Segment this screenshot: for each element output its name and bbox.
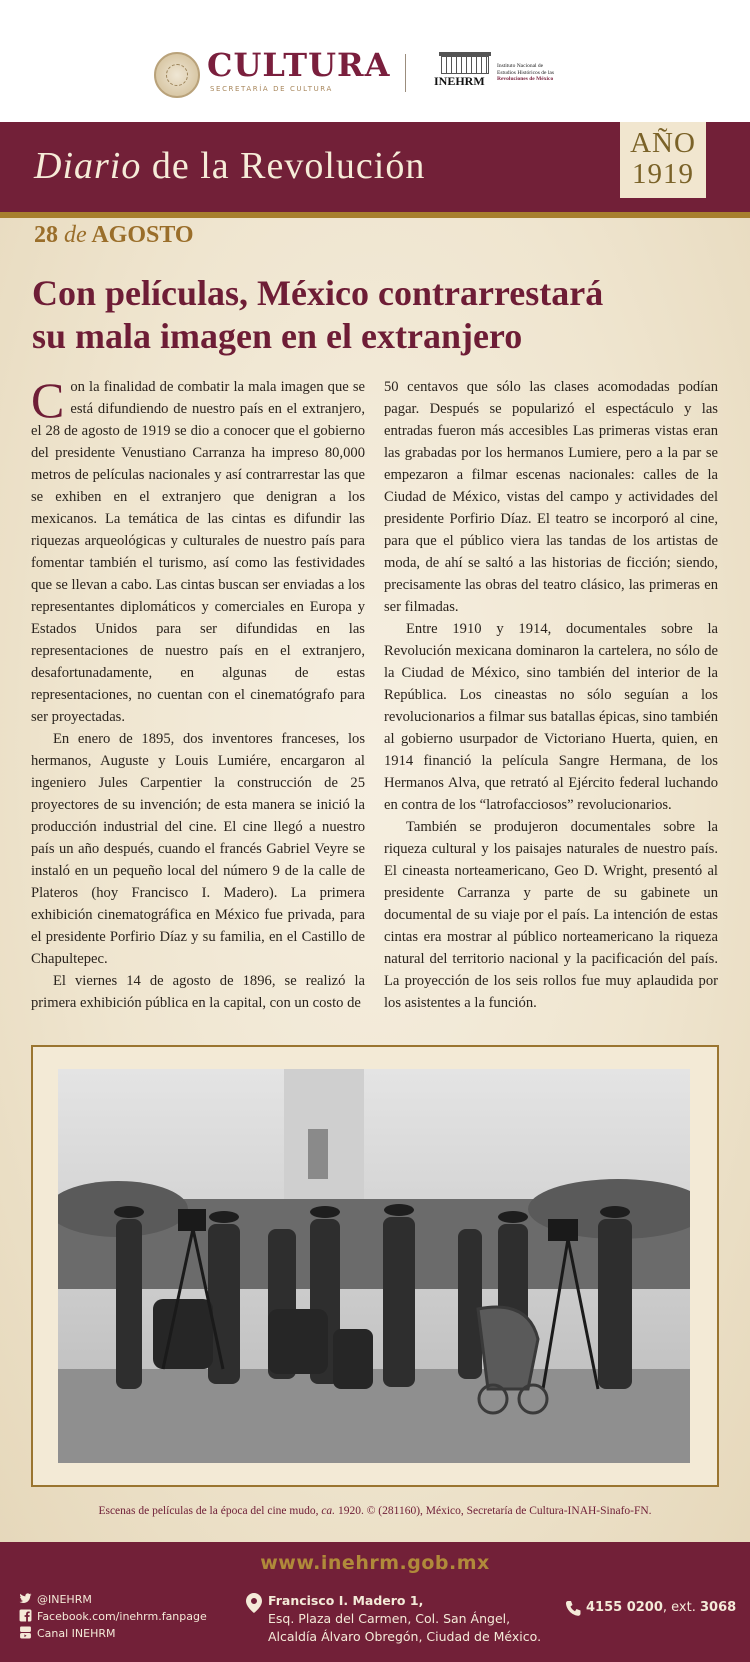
caption-text-after: 1920. © (281160), México, Secretaría de Cultura-INAH-Sinafo-FN. — [335, 1505, 652, 1517]
date-month: AGOSTO — [91, 222, 194, 248]
caption-circa: ca. — [321, 1505, 336, 1517]
publication-title-italic: Diario — [34, 145, 142, 187]
inehrm-line-2: Estudios Históricos de las — [497, 69, 554, 76]
paragraph-text: on la finalidad de combatir la mala imagen que se está difundiendo de nuestro país en el extranjero, el 28 de agosto de 1919 se dio a conocer que el gobierno del presidente Venustiano Carranza ha impreso 80,000 metros de películas nacionales y así contrarrestar las que se exhiben en el extranjero que denigran a los mexicanos. La temática de las cintas es difundir las riquezas arqueológicas y culturales de nuestro país para fomentar también el turismo, así como las festividades que se llevan a cabo. Las cintas buscan ser enviadas a los representantes diplomáticos y comerciales en Europa y Estados Unidos para ser difundidas en las representaciones de nuestro país en el extranjero, desafortunadamente, en algunas de estas representaciones, no cuentan con el cinematógrafo para ser proyectadas. — [31, 379, 365, 725]
youtube-link[interactable] — [19, 1626, 116, 1640]
inehrm-logo-fullname — [497, 63, 569, 83]
article-headline — [32, 272, 722, 358]
publication-title-rest: de la Revolución — [141, 145, 426, 187]
mexico-seal-icon — [154, 52, 200, 98]
address-street: Francisco I. Madero 1, — [268, 1593, 424, 1608]
twitter-link[interactable] — [19, 1592, 92, 1606]
article-date — [34, 222, 194, 249]
year-value: 1919 — [632, 158, 694, 190]
paragraph: 50 centavos que sólo las clases acomodadas podían pagar. Después se popularizó el espectáculo y las entradas fueron más accesibles Las primeras vistas eran las grabadas por los hermanos Lumiere, pero a la par se empezaron a filmar escenas nacionales: calles de la Ciudad de México, vistas del campo y actividades del presidente Porfirio Díaz. El teatro se incorporó al cine, para que el público viera las tandas de los artistas de moda, de ahí se saltó a las historias de ficción; siendo, precisamente las obras del teatro clásico, las primeras en ser filmadas. — [384, 379, 718, 615]
address-line-2: Esq. Plaza del Carmen, Col. San Ángel, — [268, 1611, 511, 1626]
inehrm-logo-acronym: INEHRM — [434, 74, 485, 88]
facebook-icon — [19, 1609, 32, 1622]
caption-text-before: Escenas de películas de la época del cine mudo, — [98, 1505, 322, 1517]
location-pin-icon — [246, 1593, 262, 1613]
twitter-icon — [19, 1592, 32, 1605]
twitter-handle: @INEHRM — [37, 1593, 92, 1606]
address-block — [268, 1592, 541, 1646]
facebook-url: Facebook.com/inehrm.fanpage — [37, 1610, 207, 1623]
address-line-3: Alcaldía Álvaro Obregón, Ciudad de México. — [268, 1629, 542, 1644]
phone-main: 4155 0200 — [586, 1600, 663, 1615]
year-box — [620, 122, 706, 198]
youtube-icon — [19, 1626, 32, 1639]
headline-line-1: Con películas, México contrarrestará — [32, 273, 604, 313]
paragraph: En enero de 1895, dos inventores franceses, los hermanos, Auguste y Louis Lumiére, encargaron al ingeniero Jules Carpentier la construcción de 25 proyectores de su invención; de esta manera se inició la producción industrial del cine. El cine llegó a nuestro país un año después, cuando el francés Gabriel Veyre se instaló en un pequeño local del número 9 de la calle de Plateros (hoy Francisco I. Madero). La primera exhibición cinematográfica en México fue privada, para el presidente Porfirio Díaz y su familia, en el Castillo de Chapultepec. — [31, 731, 365, 967]
inehrm-line-3: Revoluciones de México — [497, 76, 554, 82]
headline-line-2: su mala imagen en el extranjero — [32, 316, 523, 356]
youtube-channel: Canal INEHRM — [37, 1627, 116, 1640]
paragraph: Entre 1910 y 1914, documentales sobre la Revolución mexicana dominaron la cartelera, no sólo de la Ciudad de México, sino también del interior de la República. Los cineastas no sólo seguían a los revolucionarios a filmar sus batallas épicas, sino también al gobierno usurpador de Victoriano Huerta, quien, en 1914 financió la película Sangre Hermana, de los Hermanos Alva, que retrató al Ejército federal luchando en contra de los “latrofacciosos” revolucionarios. — [384, 621, 718, 813]
historical-photo — [58, 1069, 690, 1463]
phone-extension: 3068 — [699, 1600, 737, 1615]
paragraph: El viernes 14 de agosto de 1896, se realizó la primera exhibición pública en la capital, con un costo de — [31, 973, 365, 1011]
inehrm-line-1: Instituto Nacional de — [497, 63, 544, 69]
date-de: de — [64, 222, 87, 248]
cultura-logo-subtitle: SECRETARÍA DE CULTURA — [210, 85, 333, 93]
cultura-logo-title: CULTURA — [207, 46, 391, 84]
film-crew-photo-illustration — [58, 1069, 690, 1463]
article-column-left — [31, 372, 365, 1014]
phone-number[interactable] — [586, 1600, 736, 1615]
photo-caption — [0, 1505, 750, 1517]
website-link[interactable]: www.inehrm.gob.mx — [260, 1552, 490, 1574]
inehrm-building-icon — [441, 56, 489, 74]
publication-title — [34, 144, 425, 188]
phone-icon — [565, 1600, 581, 1618]
phone-ext-label: , ext. — [662, 1600, 700, 1615]
paragraph: También se produjeron documentales sobre la riqueza cultural y los paisajes naturales de nuestro país. El cineasta norteamericano, Geo D. Wright, presentó al presidente Carranza y parte de su gabinete un documental de su viaje por el país. La intención de estas cintas era mostrar al público norteamericano la riqueza natural del territorio nacional y la pacificación del país. La proyección de los seis rollos fue muy aplaudida por los asistentes a la función. — [384, 819, 718, 1011]
logo-divider — [405, 54, 406, 92]
drop-cap: C — [31, 372, 65, 428]
year-label: AÑO — [630, 127, 696, 159]
facebook-link[interactable] — [19, 1609, 207, 1623]
paragraph — [31, 372, 365, 728]
article-column-right — [384, 376, 718, 1014]
date-day: 28 — [34, 222, 58, 248]
